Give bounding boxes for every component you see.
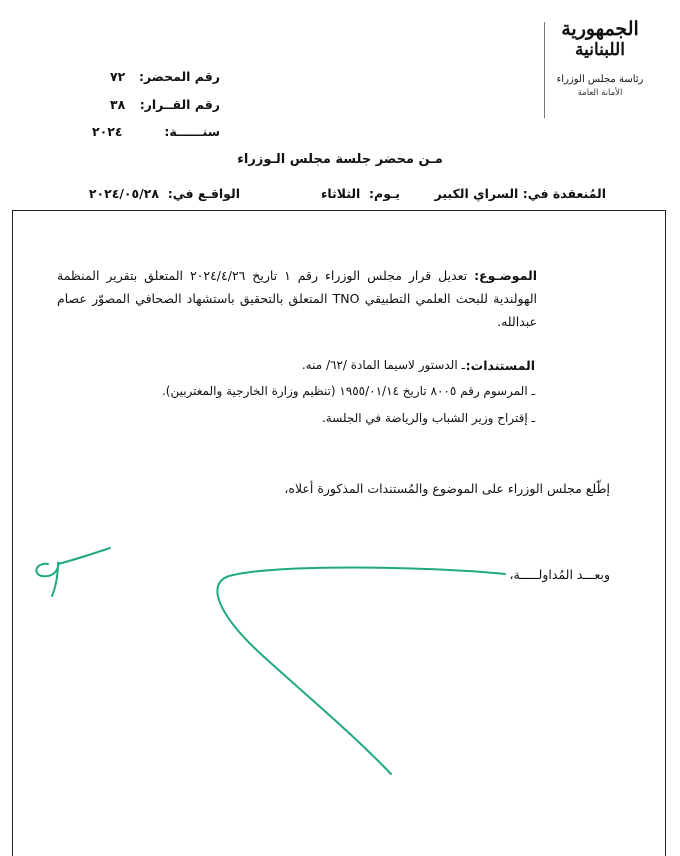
- letterhead-divider: [544, 22, 545, 118]
- decision-number-label: رقم القــرار:: [139, 97, 220, 112]
- minutes-number-value: ٧٢: [110, 69, 126, 84]
- letterhead-presidency: رئاسة مجلس الوزراء: [556, 74, 644, 85]
- session-day-value: الثلاثاء: [320, 186, 361, 201]
- document-title: مـن محضر جلسة مجلس الـوزراء: [237, 152, 443, 167]
- decision-number-row: [60, 97, 220, 117]
- session-location-value: السراي الكبير: [434, 186, 519, 201]
- subject-paragraph: [57, 264, 537, 333]
- handwritten-initial-mark: [28, 540, 118, 600]
- year-value: ٢٠٢٤: [92, 124, 123, 139]
- subject-label: الموضـوع:: [474, 268, 537, 283]
- session-day-label: يـوم:: [369, 186, 400, 201]
- session-date: [89, 186, 240, 201]
- letterhead-lebanese: اللبنانية: [575, 40, 625, 60]
- minutes-number-row: [60, 69, 220, 89]
- session-day: [321, 186, 400, 201]
- letterhead: [548, 18, 652, 98]
- review-statement: إطّلع مجلس الوزراء على الموضوع والمُستندات المذكورة أعلاه،: [284, 481, 610, 496]
- session-location-label: المُنعقدة في:: [522, 186, 606, 201]
- decision-number-value: ٣٨: [110, 97, 126, 112]
- session-location: [435, 186, 606, 201]
- session-date-label: الواقـع في:: [167, 186, 240, 201]
- subject-text: تعديل قرار مجلس الوزراء رقم ١ تاريخ ٢٠٢٤/٤/٢٦ المتعلق بتقرير المنظمة الهولندية للبحث العلمي التطبيقي TNO المتعلق بالتحقيق باستشهاد الصحافي المصوّر عصام عبدالله.: [57, 268, 538, 329]
- year-label: سنــــــة:: [164, 124, 220, 139]
- session-date-value: ٢٠٢٤/٠٥/٢٨: [88, 186, 159, 201]
- document-item-3: ـ إقتراح وزير الشباب والرياضة في الجلسة.: [321, 411, 535, 425]
- deliberation-line: وبعـــد المُداولـــــة،: [509, 567, 610, 582]
- letterhead-secretariat: الأمانة العامة: [577, 88, 623, 98]
- handwritten-signature-stroke: [205, 560, 515, 780]
- documents-label: المستندات:: [465, 358, 535, 373]
- document-item-1: ـ الدستور لاسيما المادة /٦٢/ منه.: [301, 358, 465, 372]
- document-item-2: ـ المرسوم رقم ٨٠٠٥ تاريخ ١٩٥٥/٠١/١٤ (تنظيم وزارة الخارجية والمغتربين).: [161, 384, 535, 398]
- minutes-number-label: رقم المحضر:: [139, 69, 220, 84]
- letterhead-republic: الجمهورية: [561, 18, 639, 40]
- year-row: [60, 124, 220, 144]
